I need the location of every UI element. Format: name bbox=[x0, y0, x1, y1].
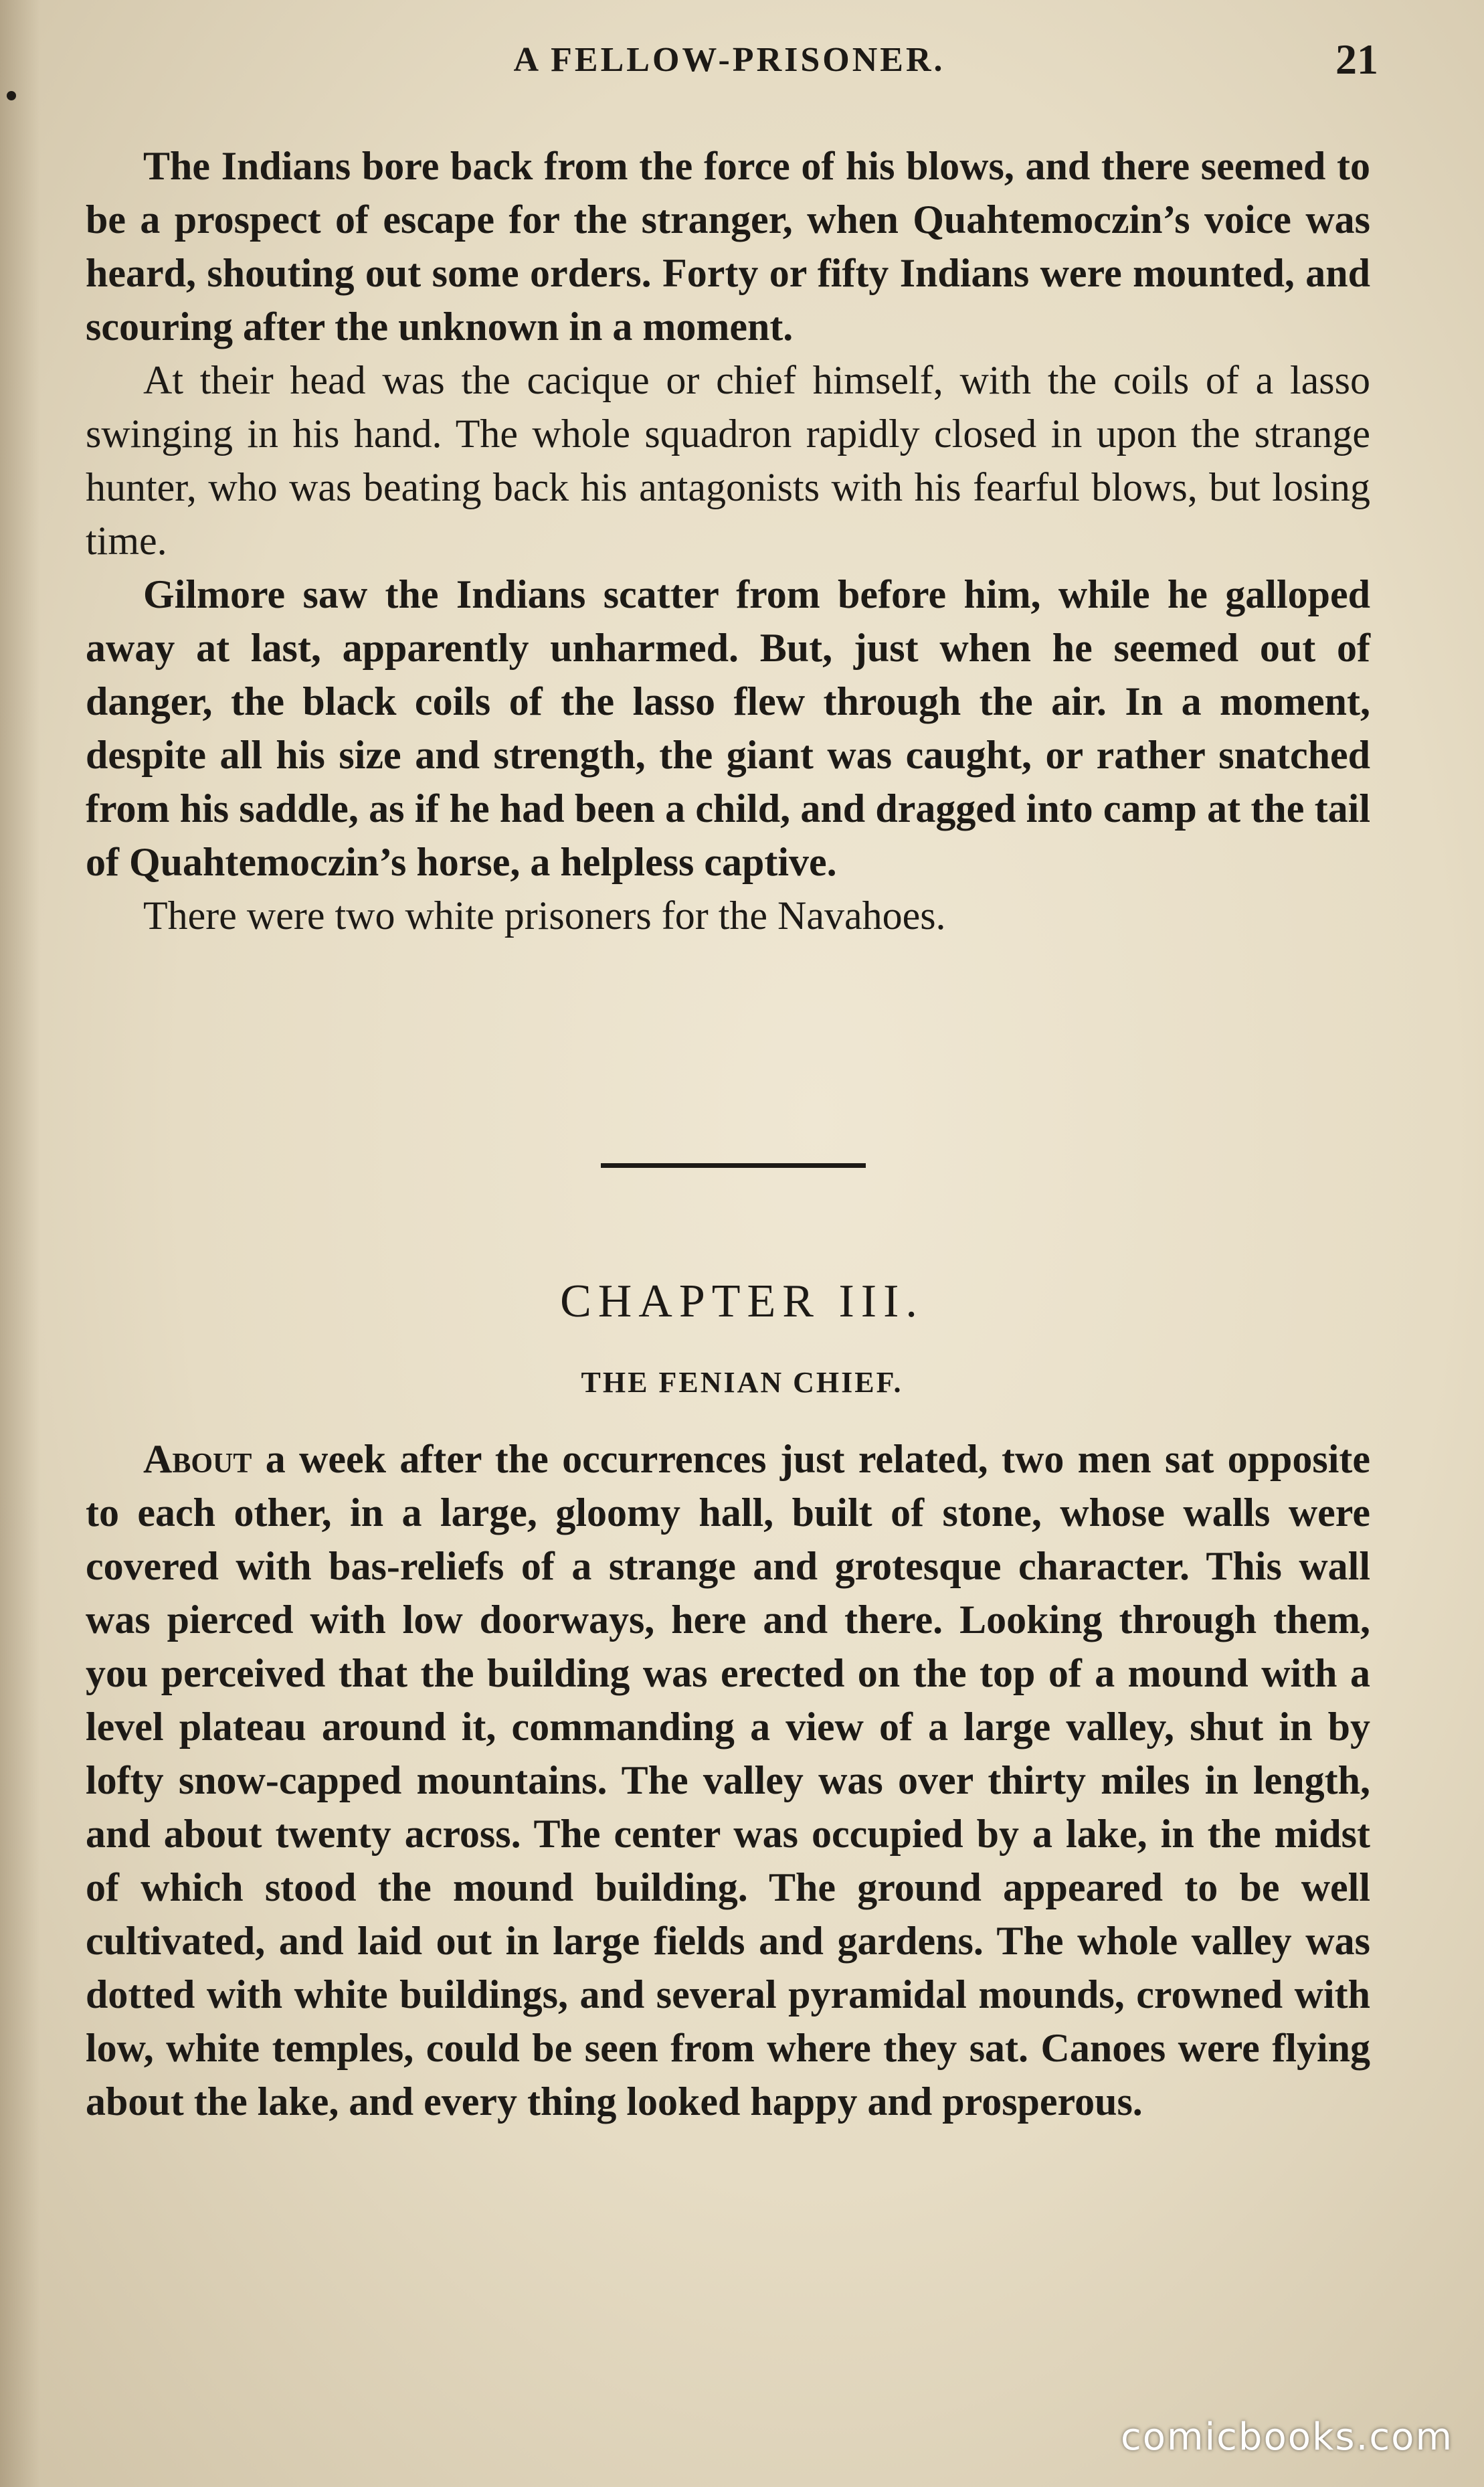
paragraph: At their head was the cacique or chief himself, with the coils of a lasso swinging in his hand. The whole squadron rapidly closed in upon the strange hunter, who was beating back his antagonists with his fearful blows, but losing time. bbox=[86, 358, 1370, 563]
section-divider-rule bbox=[601, 1163, 866, 1168]
paragraph: There were two white prisoners for the Navahoes. bbox=[143, 893, 946, 938]
chapter-opening-paragraph bbox=[86, 1432, 1370, 2128]
watermark: comicbooks.com bbox=[1120, 2415, 1453, 2459]
lead-word: About bbox=[143, 1437, 252, 1481]
ink-speck bbox=[7, 91, 16, 100]
paragraph: Gilmore saw the Indians scatter from before him, while he galloped away at last, apparently unharmed. But, just when he seemed out of danger, the black coils of the lasso flew through the air. In a moment, despite all his size and strength, the giant was caught, or rather snatched from his saddle, as if he had been a child, and dragged into camp at the tail of Quahtemoczin’s horse, a helpless captive. bbox=[86, 572, 1370, 884]
running-title: A FELLOW-PRISONER. bbox=[513, 41, 945, 79]
page-number: 21 bbox=[1335, 35, 1378, 83]
chapter-subtitle: THE FENIAN CHIEF. bbox=[581, 1366, 903, 1399]
paragraph: The Indians bore back from the force of his blows, and there seemed to be a prospect of escape for the stranger, when Quahtemoczin’s voice was heard, shouting out some orders. Forty or fifty Indians were mounted, and scouring after the unknown in a moment. bbox=[86, 144, 1370, 349]
running-head bbox=[80, 35, 1378, 88]
chapter-title: CHAPTER III. bbox=[560, 1276, 924, 1327]
paragraph-body: a week after the occurrences just related, two men sat opposite to each other, in a large, gloomy hall, built of stone, whose walls were covered with bas-reliefs of a strange and grotesque character. This wall was pierced with low doorways, here and there. Looking through them, you perceived that the building was erected on the top of a mound with a level plateau around it, commanding a view of a large valley, shut in by lofty snow-capped mountains. The valley was over thirty miles in length, and about twenty across. The center was occupied by a lake, in the midst of which stood the mound building. The ground appeared to be well cultivated, and laid out in large fields and gardens. The whole valley was dotted with white buildings, and several pyramidal mounds, crowned with low, white temples, could be seen from where they sat. Canoes were flying about the lake, and every thing looked happy and prosperous. bbox=[86, 1437, 1370, 2124]
chapter-text bbox=[86, 1432, 1370, 2128]
section-one-text bbox=[86, 139, 1370, 942]
binding-shadow bbox=[0, 0, 40, 2487]
